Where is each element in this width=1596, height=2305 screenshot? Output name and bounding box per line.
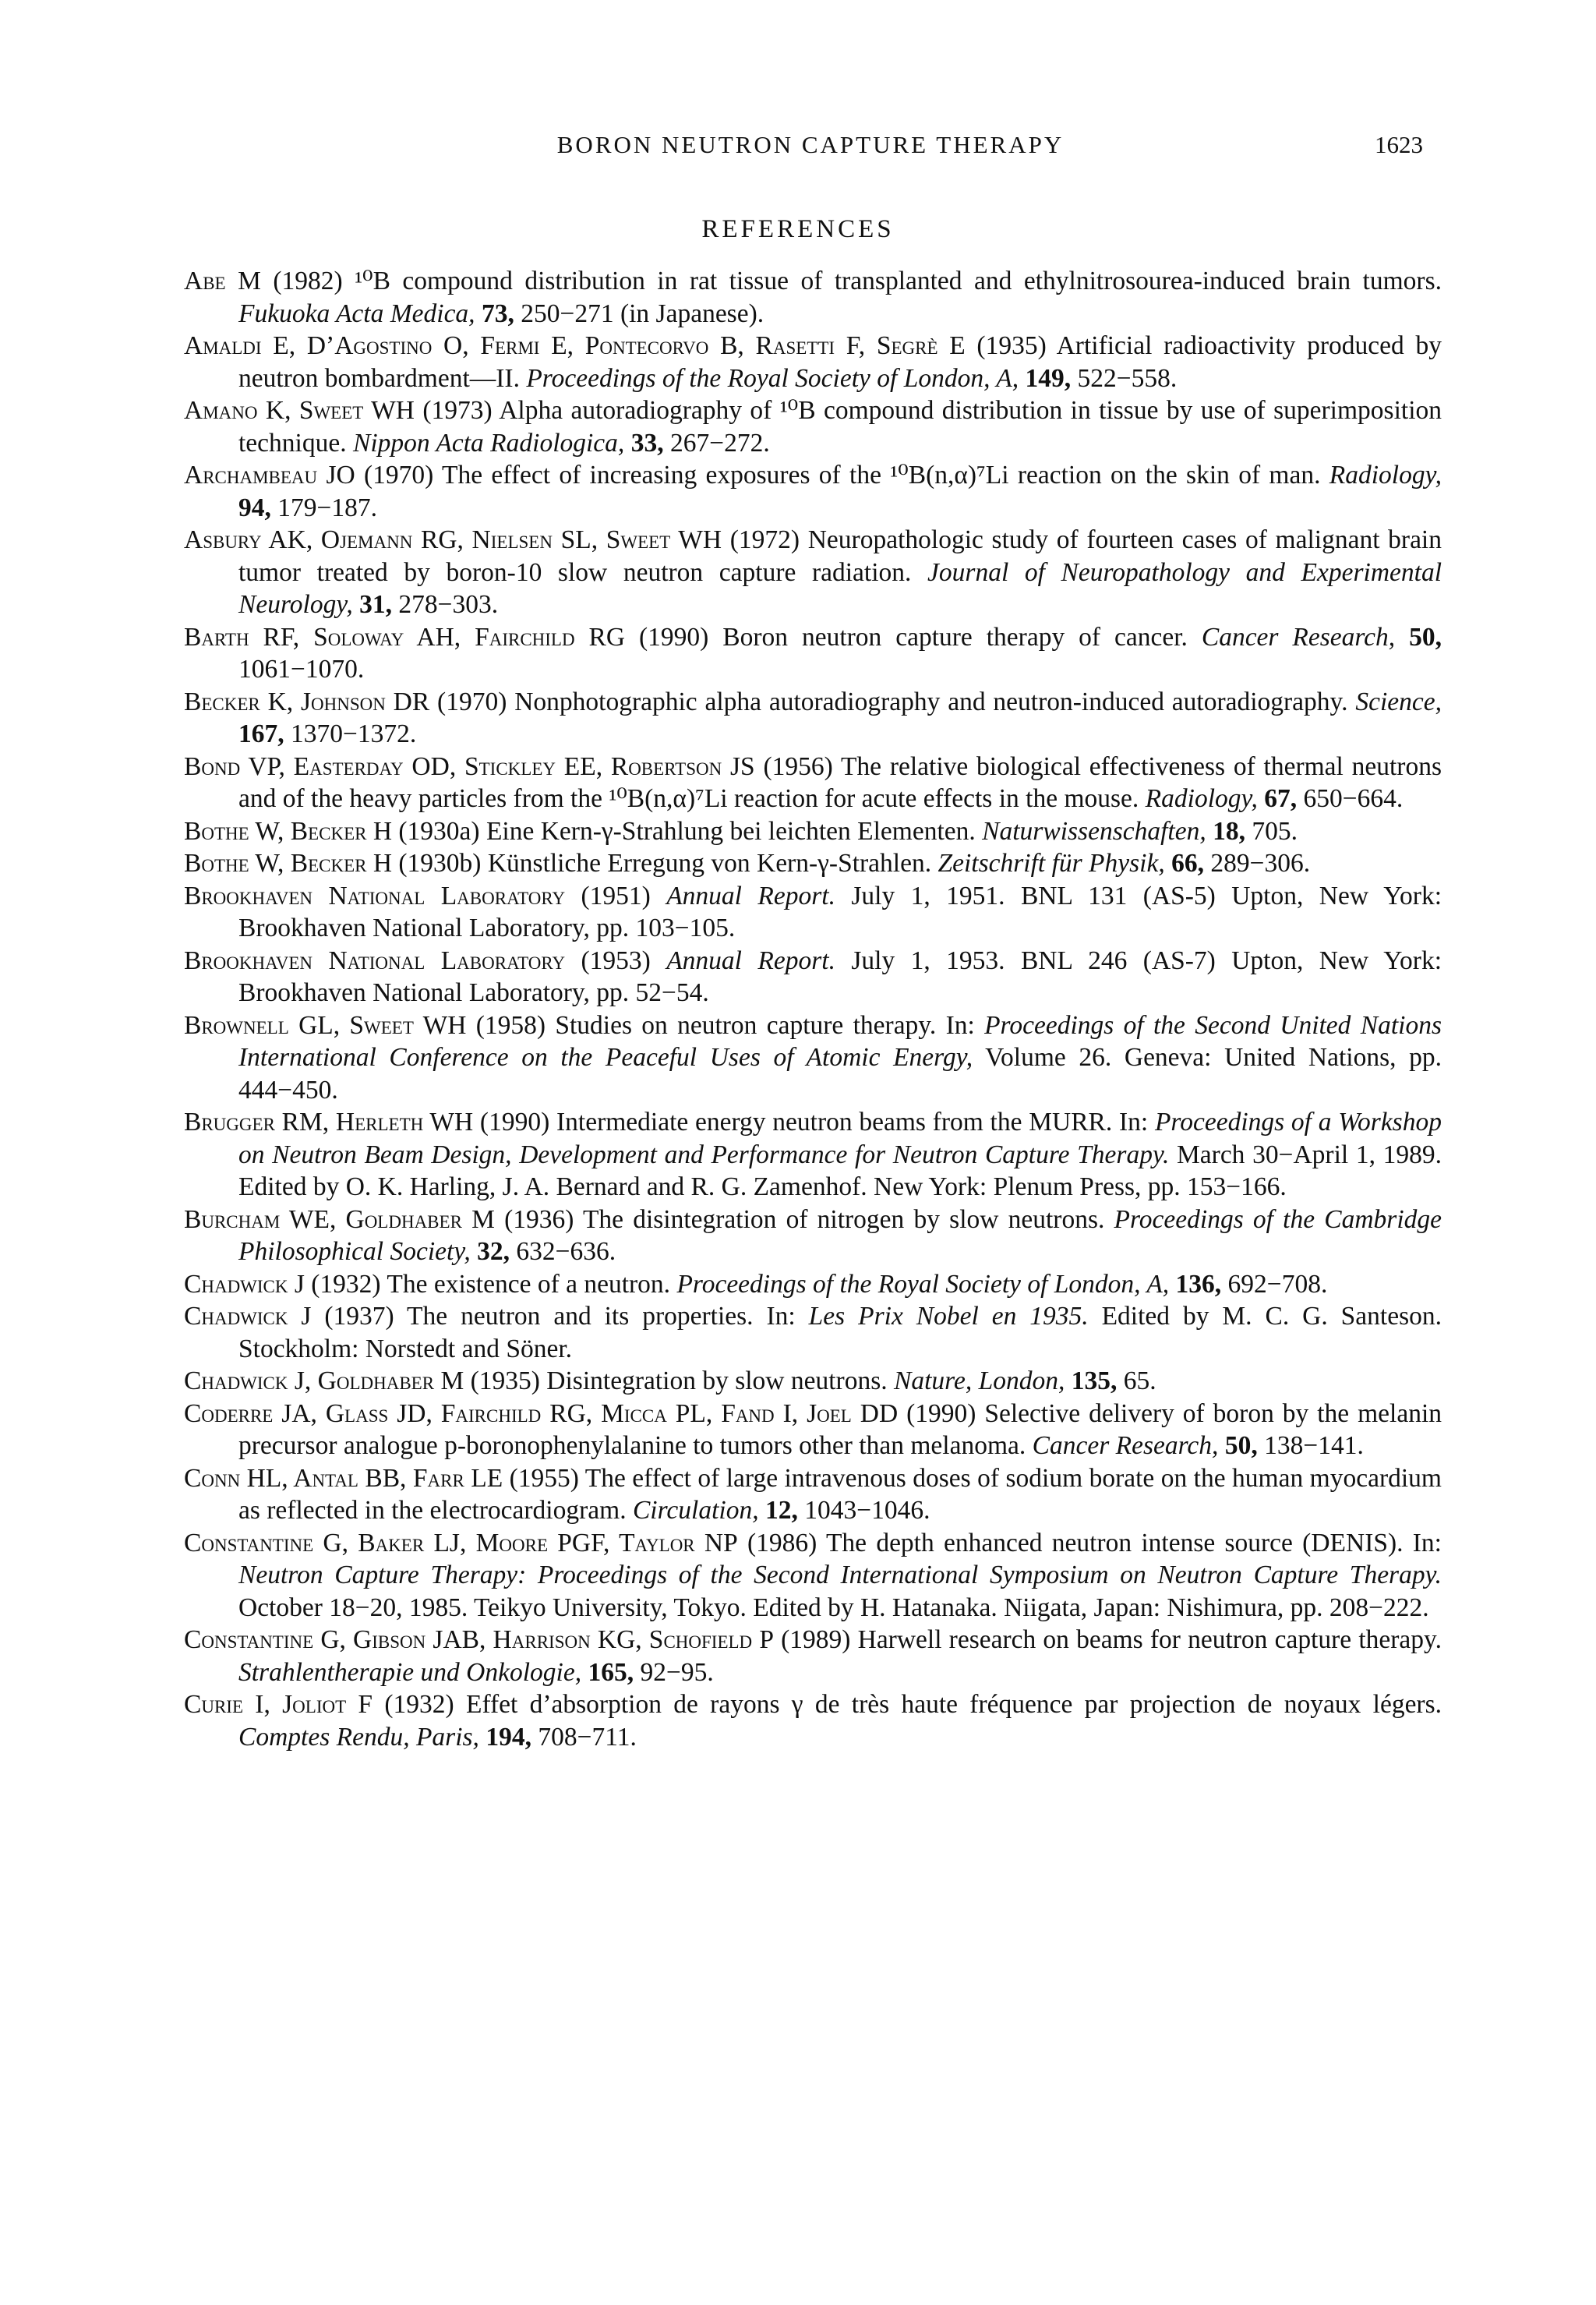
reference-entry [184,751,1442,815]
reference-authors: Amano K, Sweet WH [184,396,415,425]
reference-text: (1990) Boron neutron capture therapy of cancer. [625,622,1202,652]
reference-entry [184,1688,1442,1753]
reference-volume: 50, [1409,622,1442,652]
reference-text: (1955) The effect of large intravenous doses of sodium borate on the human myocardium as reflected in the electrocardiogram. [238,1463,1442,1525]
reference-authors: Chadwick J, Goldhaber M [184,1366,464,1395]
reference-entry [184,1398,1442,1462]
reference-authors: Asbury AK, Ojemann RG, Nielsen SL, Sweet WH [184,525,722,554]
reference-entry [184,459,1442,524]
reference-journal: Proceedings of the Royal Society of London, A, [526,363,1019,393]
reference-authors: Coderre JA, Glass JD, Fairchild RG, Micca PL, Fand I, Joel DD [184,1398,899,1428]
reference-volume: 18, [1213,816,1245,846]
reference-text: (1951) [565,881,667,910]
reference-volume: 149, [1025,363,1072,393]
reference-volume: 165, [588,1657,634,1687]
reference-pages: March 30−April 1, 1989. Edited by O. K. Harling, J. A. Bernard and R. G. Zamenhof. New York: Plenum Press, pp. 153−166. [238,1140,1442,1201]
reference-pages: July 1, 1953. BNL 246 (AS-7) Upton, New York: Brookhaven National Laboratory, pp. 52−54. [238,946,1442,1007]
reference-text: (1932) Effet d’absorption de rayons γ de très haute fréquence par projection de noyaux légers. [373,1690,1442,1719]
reference-authors: Bothe W, Becker H [184,849,393,878]
reference-journal: Comptes Rendu, Paris, [238,1722,479,1752]
reference-journal: Annual Report. [666,881,835,910]
reference-journal: Radiology, [1329,461,1442,490]
reference-journal: Radiology, [1145,784,1258,813]
running-head-title: BORON NEUTRON CAPTURE THERAPY [556,131,1065,158]
reference-pages: 1061−1070. [238,655,365,684]
reference-entry [184,330,1442,394]
reference-journal: Proceedings of the Royal Society of London, A, [676,1269,1170,1299]
reference-text: (1986) The depth enhanced neutron intense source (DENIS). In: [737,1528,1442,1557]
reference-journal: Fukuoka Acta Medica, [238,299,475,328]
reference-authors: Abe M [184,267,261,295]
reference-pages: 278−303. [391,590,499,619]
reference-journal: Nature, London, [894,1366,1065,1395]
reference-pages: July 1, 1951. BNL 131 (AS-5) Upton, New York: Brookhaven National Laboratory, pp. 103−105. [238,881,1442,942]
page-number: 1623 [1375,131,1423,158]
reference-authors: Brookhaven National Laboratory [184,881,566,910]
reference-entry [184,815,1442,848]
reference-authors: Becker K, Johnson DR [184,687,430,716]
reference-pages: 692−708. [1221,1269,1328,1299]
reference-journal: Cancer Research, [1201,622,1396,652]
reference-text: (1935) Artificial radioactivity produced by neutron bombardment—II. [238,331,1442,393]
reference-volume: 31, [359,590,392,619]
reference-authors: Amaldi E, D’Agostino O, Fermi E, Pontecorvo B, Rasetti F, Segrè E [184,331,966,360]
reference-journal: Zeitschrift für Physik, [937,849,1165,878]
reference-volume: 12, [764,1496,798,1525]
reference-volume: 167, [238,719,284,748]
reference-pages: 1370−1372. [284,719,417,748]
reference-entry [184,1365,1442,1398]
reference-entry [184,1624,1442,1688]
reference-pages: 522−558. [1071,363,1178,393]
reference-entry [184,524,1442,621]
reference-pages: 708−711. [531,1722,637,1752]
reference-text: (1932) The existence of a neutron. [304,1269,677,1299]
reference-volume: 33, [630,428,664,458]
reference-pages: October 18−20, 1985. Teikyo University, Tokyo. Edited by H. Hatanaka. Niigata, Japan: Nishimura, pp. 208−222. [238,1593,1429,1622]
reference-pages: Edited by M. C. G. Santeson. Stockholm: Norstedt and Söner. [238,1302,1442,1363]
reference-volume: 73, [481,299,514,328]
reference-text: (1936) The disintegration of nitrogen by slow neutrons. [494,1204,1114,1234]
reference-pages: Volume 26. Geneva: United Nations, pp. 444−450. [238,1043,1442,1105]
reference-volume: 66, [1171,849,1204,878]
reference-entry [184,1009,1442,1107]
reference-pages: 138−141. [1257,1431,1364,1460]
reference-journal: Proceedings of a Workshop on Neutron Beam Design, Development and Performance for Neutron Capture Therapy. [238,1108,1442,1169]
reference-authors: Brookhaven National Laboratory [184,946,566,975]
reference-volume: 32, [477,1237,510,1266]
reference-text: (1990) Selective delivery of boron by the melanin precursor analogue p-boronophenylalanine to tumors other than melanoma. [238,1398,1442,1460]
reference-entry [184,1300,1442,1365]
reference-text: (1930b) Künstliche Erregung von Kern-γ-Strahlen. [392,849,938,878]
reference-text: (1989) Harwell research on beams for neutron capture therapy. [773,1625,1442,1654]
reference-journal: Naturwissenschaften, [982,816,1206,846]
reference-authors: Bond VP, Easterday OD, Stickley EE, Robertson JS [184,751,755,781]
reference-text: (1953) [565,946,667,975]
reference-pages: 65. [1117,1366,1156,1395]
reference-text: (1982) ¹⁰B compound distribution in rat tissue of transplanted and ethylnitrosourea-induced brain tumors. [260,267,1442,295]
reference-text: (1930a) Eine Kern-γ-Strahlung bei leichten Elementen. [392,816,983,846]
reference-pages: 92−95. [634,1657,714,1687]
reference-volume: 94, [238,493,271,522]
reference-entry [184,847,1442,880]
reference-authors: Chadwick J [184,1269,305,1299]
reference-entry [184,621,1442,686]
reference-pages: 289−306. [1203,849,1311,878]
reference-journal: Annual Report. [666,946,835,975]
reference-journal: Proceedings of the Cambridge Philosophical Society, [238,1204,1442,1266]
reference-journal: Proceedings of the Second United Nations International Conference on the Peaceful Uses of Atomic Energy, [238,1010,1442,1072]
reference-text: (1937) The neutron and its properties. In: [311,1302,809,1331]
reference-journal: Science, [1355,687,1442,716]
reference-journal: Strahlentherapie und Onkologie, [238,1657,582,1687]
reference-authors: Brownell GL, Sweet WH [184,1010,467,1040]
reference-pages: 650−664. [1297,784,1404,813]
reference-journal: Cancer Research, [1032,1431,1219,1460]
reference-entry [184,394,1442,459]
reference-entry [184,686,1442,751]
reference-authors: Bothe W, Becker H [184,816,393,846]
reference-journal: Circulation, [632,1496,759,1525]
reference-authors: Constantine G, Gibson JAB, Harrison KG, Schofield P [184,1625,774,1654]
reference-authors: Chadwick J [184,1302,312,1331]
reference-volume: 194, [486,1722,531,1752]
reference-text: (1956) The relative biological effectiveness of thermal neutrons and of the heavy particles from the ¹⁰B(n,α)⁷Li reaction for acute effects in the mouse. [238,751,1442,813]
reference-authors: Brugger RM, Herleth WH [184,1108,474,1137]
reference-entry [184,945,1442,1009]
reference-authors: Burcham WE, Goldhaber M [184,1204,495,1234]
reference-authors: Curie I, Joliot F [184,1690,373,1719]
reference-authors: Constantine G, Baker LJ, Moore PGF, Taylor NP [184,1528,738,1557]
reference-journal: Les Prix Nobel en 1935. [808,1302,1089,1331]
reference-volume: 136, [1175,1269,1222,1299]
reference-pages: 705. [1245,816,1298,846]
reference-pages: 1043−1046. [797,1496,930,1525]
reference-pages: 632−636. [509,1237,616,1266]
reference-authors: Conn HL, Antal BB, Farr LE [184,1463,503,1493]
reference-pages: 267−272. [663,428,770,458]
reference-text: (1990) Intermediate energy neutron beams from the MURR. In: [473,1108,1155,1137]
reference-authors: Archambeau JO [184,461,355,490]
reference-volume: 50, [1224,1431,1258,1460]
reference-journal: Nippon Acta Radiologica, [352,428,625,458]
reference-volume: 67, [1264,784,1298,813]
reference-volume: 135, [1071,1366,1118,1395]
reference-pages: 250−271 (in Japanese). [514,299,764,328]
reference-text: (1958) Studies on neutron capture therapy. In: [466,1010,985,1040]
reference-authors: Barth RF, Soloway AH, Fairchild RG [184,622,626,652]
references-heading: REFERENCES [701,215,895,243]
reference-text: (1972) Neuropathologic study of fourteen cases of malignant brain tumor treated by boron-10 slow neutron capture radiation. [238,525,1442,587]
reference-text: (1970) The effect of increasing exposures of the ¹⁰B(n,α)⁷Li reaction on the skin of man. [355,461,1329,490]
reference-list [184,265,1442,1753]
reference-entry [184,880,1442,945]
reference-text: (1935) Disintegration by slow neutrons. [464,1366,894,1395]
reference-entry [184,1527,1442,1624]
reference-pages: 179−187. [270,493,378,522]
reference-journal: Neutron Capture Therapy: Proceedings of the Second International Symposium on Neutron Capture Therapy. [238,1561,1442,1589]
reference-entry [184,1106,1442,1204]
reference-entry [184,1204,1442,1268]
reference-text: (1973) Alpha autoradiography of ¹⁰B compound distribution in tissue by use of superimposition technique. [238,396,1442,458]
reference-text: (1970) Nonphotographic alpha autoradiography and neutron-induced autoradiography. [429,687,1356,716]
reference-entry [184,1462,1442,1527]
reference-entry [184,265,1442,330]
reference-entry [184,1268,1442,1301]
reference-journal: Journal of Neuropathology and Experimental Neurology, [238,557,1442,619]
